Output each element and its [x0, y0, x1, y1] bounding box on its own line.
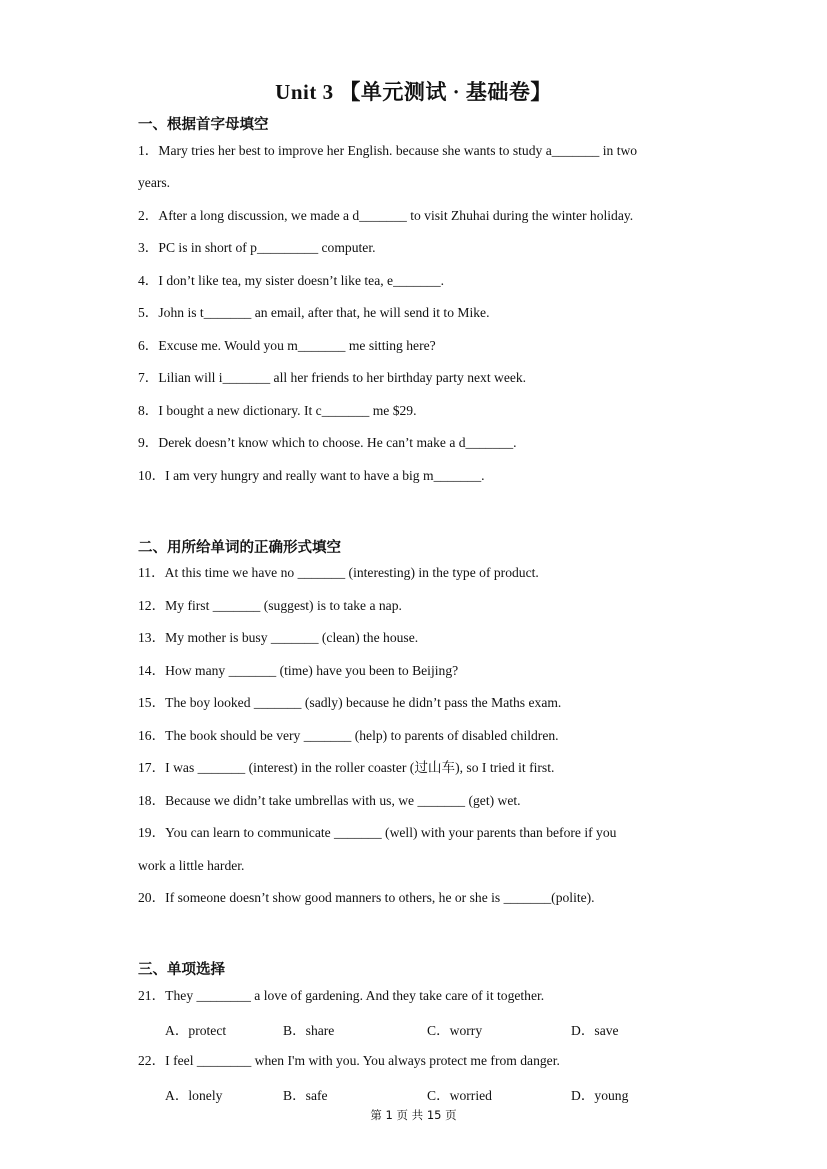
question-18: 18．Because we didn’t take umbrellas with us, we _______ (get) wet.: [138, 793, 521, 808]
question-17: 17．I was _______ (interest) in the roller coaster (过山车), so I tried it first.: [138, 760, 555, 775]
option-a: A．lonely: [165, 1088, 223, 1103]
question-19-line-1: 19．You can learn to communicate _______ (well) with your parents than before if you: [138, 825, 617, 840]
option-c: C．worry: [427, 1023, 483, 1038]
option-b: B．safe: [283, 1088, 328, 1103]
question-22: 22．I feel ________ when I'm with you. You always protect me from danger.: [138, 1053, 560, 1068]
question-10: 10．I am very hungry and really want to have a big m_______.: [138, 468, 485, 483]
option-b: B．share: [283, 1023, 335, 1038]
question-16: 16．The book should be very _______ (help) to parents of disabled children.: [138, 728, 559, 743]
option-d: D．young: [571, 1088, 629, 1103]
page-title: Unit 3 【单元测试 · 基础卷】: [275, 80, 552, 104]
section-heading-3: 三、单项选择: [138, 962, 225, 978]
question-12: 12．My first _______ (suggest) is to take a nap.: [138, 598, 402, 613]
question-1-line-2: years.: [138, 175, 171, 190]
section-heading-2: 二、用所给单词的正确形式填空: [138, 540, 341, 556]
question-6: 6．Excuse me. Would you m_______ me sitting here?: [138, 338, 436, 353]
question-19-line-2: work a little harder.: [138, 858, 245, 873]
page-footer: 第 1 页 共 15 页: [370, 1108, 457, 1122]
option-a: A．protect: [165, 1023, 227, 1038]
question-4: 4．I don’t like tea, my sister doesn’t like tea, e_______.: [138, 273, 445, 288]
question-9: 9．Derek doesn’t know which to choose. He can’t make a d_______.: [138, 435, 517, 450]
question-15: 15．The boy looked _______ (sadly) because he didn’t pass the Maths exam.: [138, 695, 562, 710]
question-8: 8．I bought a new dictionary. It c_______ me $29.: [138, 403, 417, 418]
question-21: 21．They ________ a love of gardening. And they take care of it together.: [138, 988, 545, 1003]
question-3: 3．PC is in short of p_________ computer.: [138, 240, 376, 255]
question-7: 7．Lilian will i_______ all her friends to her birthday party next week.: [138, 370, 527, 385]
question-11: 11．At this time we have no _______ (interesting) in the type of product.: [138, 565, 539, 580]
question-2: 2．After a long discussion, we made a d_______ to visit Zhuhai during the winter holiday.: [138, 208, 634, 223]
option-d: D．save: [571, 1023, 619, 1038]
question-1-line-1: 1．Mary tries her best to improve her English. because she wants to study a_______ in two: [138, 143, 638, 158]
question-13: 13．My mother is busy _______ (clean) the house.: [138, 630, 419, 645]
option-c: C．worried: [427, 1088, 492, 1103]
question-5: 5．John is t_______ an email, after that, he will send it to Mike.: [138, 305, 490, 320]
question-14: 14．How many _______ (time) have you been to Beijing?: [138, 663, 459, 678]
question-20: 20．If someone doesn’t show good manners to others, he or she is _______(polite).: [138, 890, 595, 905]
section-heading-1: 一、根据首字母填空: [138, 117, 269, 133]
